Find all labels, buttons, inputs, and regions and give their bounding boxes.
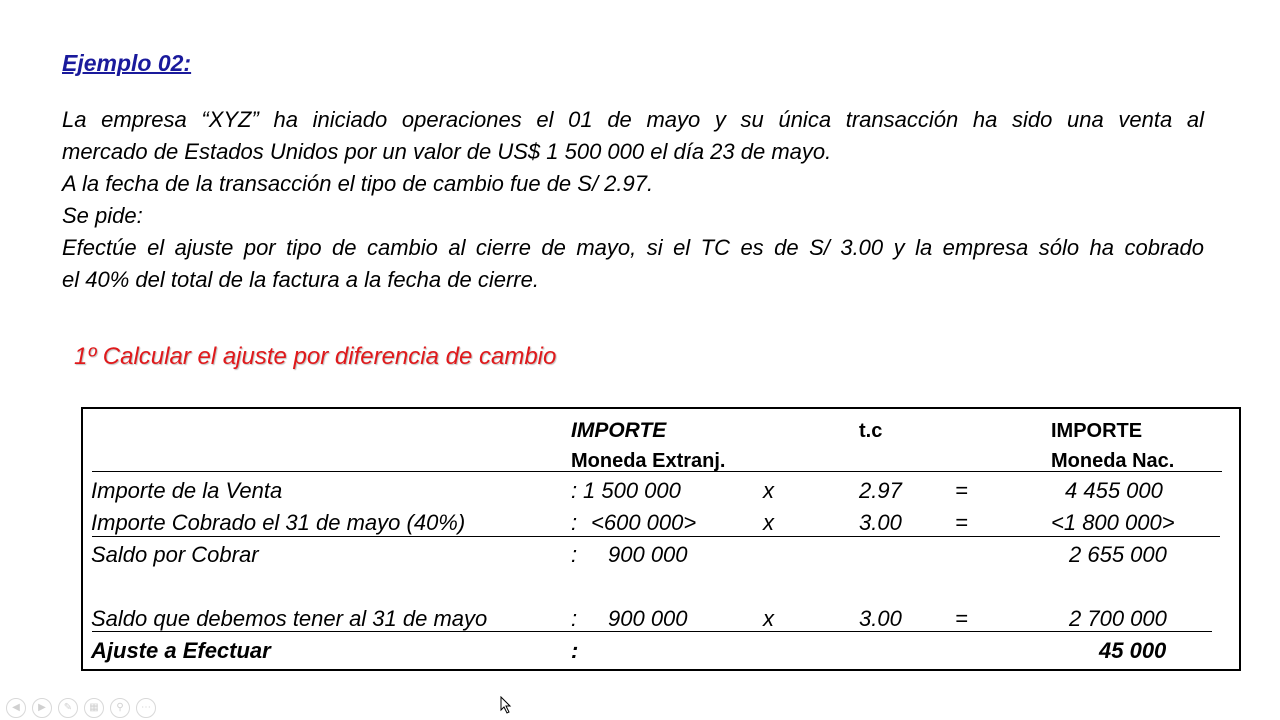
row-separator: :	[571, 510, 578, 535]
paragraph-line-1: La empresa “XYZ” ha iniciado operaciones el 01 de mayo y su única transacción ha sido una venta al	[62, 107, 1204, 132]
row-equals-sign: =	[955, 478, 968, 503]
row-separator: :	[571, 542, 578, 567]
step-heading: 1º Calcular el ajuste por diferencia de cambio	[74, 343, 557, 370]
slideshow-controls	[6, 698, 156, 718]
row-label: Ajuste a Efectuar	[91, 638, 271, 663]
row-separator: :	[571, 638, 579, 663]
row-rate: 3.00	[859, 606, 902, 631]
row-label: Saldo que debemos tener al 31 de mayo	[91, 606, 488, 631]
more-options-icon[interactable]: ⋯	[136, 698, 156, 718]
row-rate: 3.00	[859, 510, 902, 535]
subtotal-divider	[92, 536, 1220, 537]
next-slide-icon[interactable]: ▶	[32, 698, 52, 718]
row-label: Saldo por Cobrar	[91, 542, 259, 567]
row-local-amount: 4 455 000	[1065, 478, 1163, 503]
row-rate: 2.97	[859, 478, 902, 503]
exchange-adjustment-table	[81, 407, 1241, 671]
paragraph-line-6: el 40% del total de la factura a la fecha de cierre.	[62, 267, 539, 292]
row-equals-sign: =	[955, 510, 968, 535]
header-local-amount: IMPORTE	[1051, 420, 1143, 442]
row-foreign-amount: <600 000>	[591, 510, 697, 535]
header-exchange-rate: t.c	[859, 420, 883, 442]
example-title: Ejemplo 02:	[62, 50, 192, 76]
row-label: Importe Cobrado el 31 de mayo (40%)	[91, 510, 466, 535]
mouse-pointer-icon	[500, 696, 512, 714]
slides-grid-icon[interactable]: ▦	[84, 698, 104, 718]
zoom-icon[interactable]: ⚲	[110, 698, 130, 718]
row-equals-sign: =	[955, 606, 968, 631]
row-local-amount: 45 000	[1099, 638, 1167, 663]
header-divider	[92, 471, 1222, 472]
total-divider	[92, 631, 1212, 632]
paragraph-line-4: Se pide:	[62, 203, 143, 228]
row-foreign-amount: 900 000	[608, 542, 688, 567]
row-multiply-sign: x	[763, 606, 774, 631]
row-foreign-amount: 1 500 000	[583, 478, 681, 503]
row-label: Importe de la Venta	[91, 478, 283, 503]
row-multiply-sign: x	[763, 510, 774, 535]
header-foreign-amount: IMPORTE	[571, 419, 667, 442]
paragraph-line-5: Efectúe el ajuste por tipo de cambio al cierre de mayo, si el TC es de S/ 3.00 y la empresa sólo ha cobrado	[62, 235, 1204, 260]
row-separator: :	[571, 606, 578, 631]
row-local-amount: <1 800 000>	[1051, 510, 1175, 535]
row-foreign-amount: 900 000	[608, 606, 688, 631]
pen-icon[interactable]: ✎	[58, 698, 78, 718]
paragraph-line-2: mercado de Estados Unidos por un valor de US$ 1 500 000 el día 23 de mayo.	[62, 139, 832, 164]
header-foreign-currency: Moneda Extranj.	[571, 450, 726, 472]
paragraph-line-3: A la fecha de la transacción el tipo de cambio fue de S/ 2.97.	[62, 171, 654, 196]
row-local-amount: 2 655 000	[1069, 542, 1167, 567]
previous-slide-icon[interactable]: ◀	[6, 698, 26, 718]
row-multiply-sign: x	[763, 478, 774, 503]
row-local-amount: 2 700 000	[1069, 606, 1167, 631]
row-separator: :	[571, 478, 578, 503]
header-local-currency: Moneda Nac.	[1051, 450, 1175, 472]
